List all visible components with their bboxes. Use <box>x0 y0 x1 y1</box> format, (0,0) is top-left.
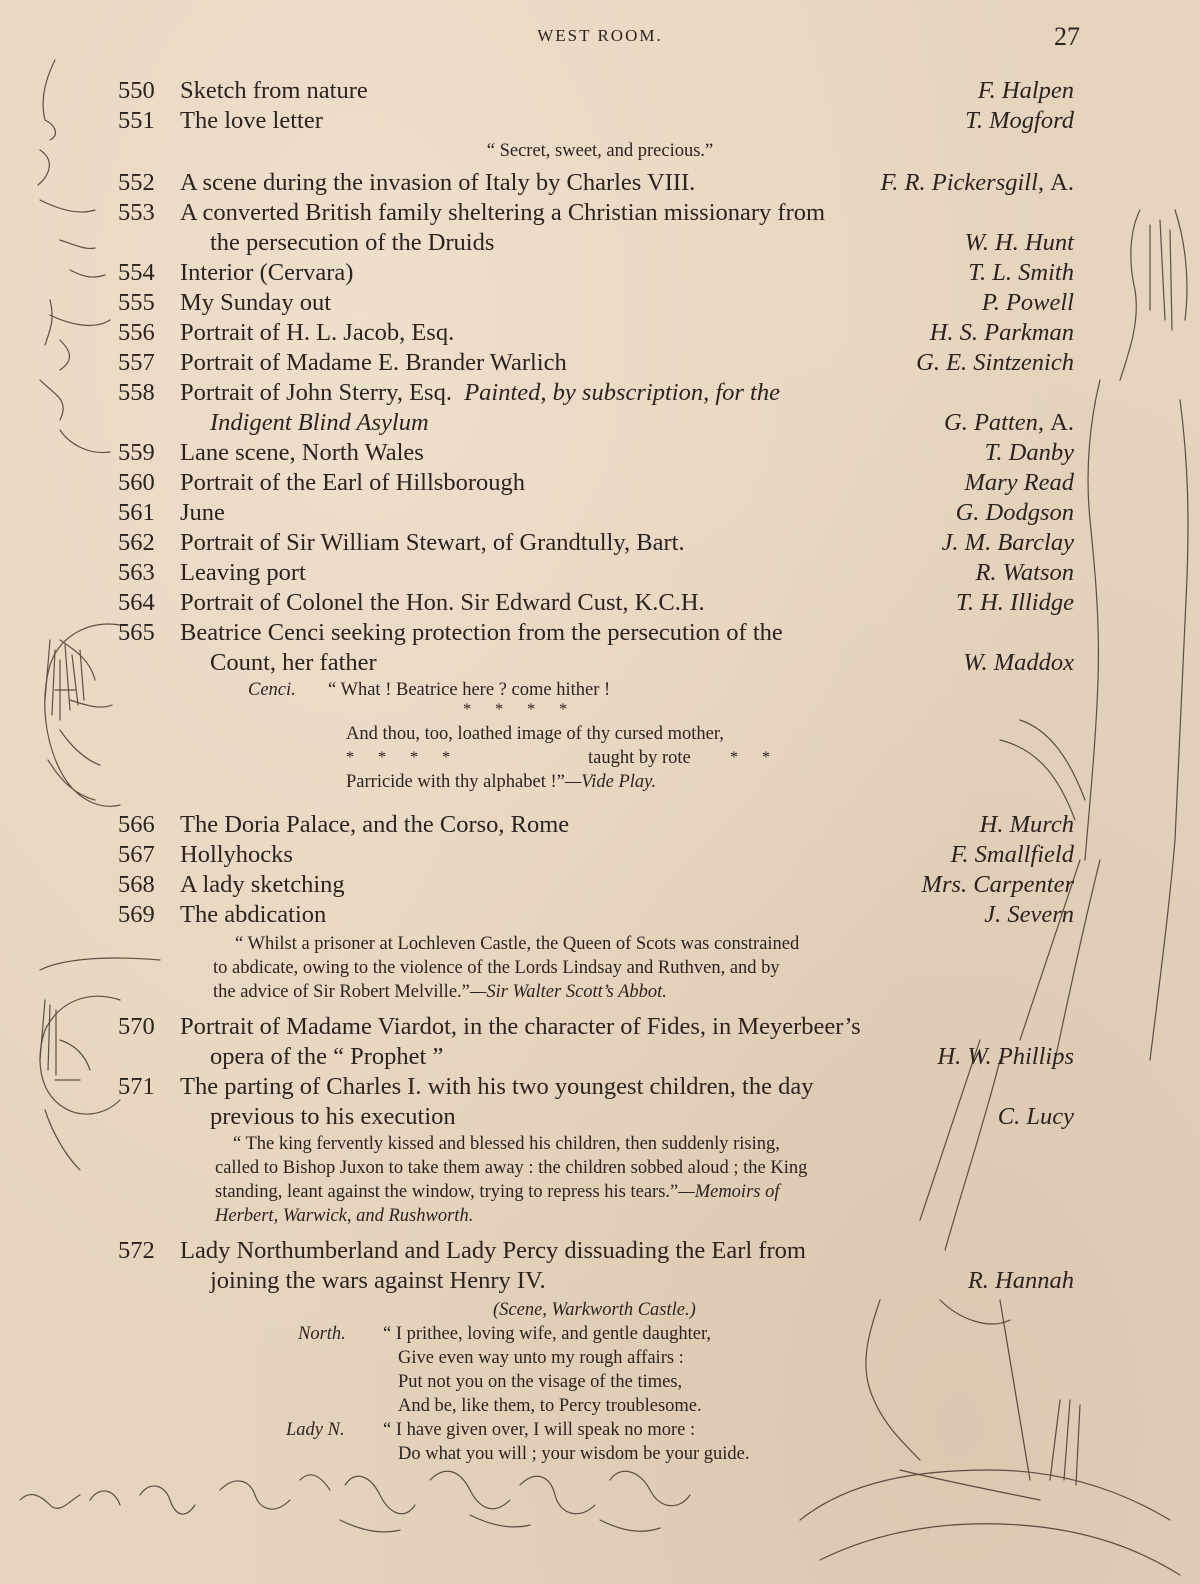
entry-number: 571 <box>118 1073 155 1100</box>
entry-number: 554 <box>118 259 155 286</box>
verse-line: “ I have given over, I will speak no more : <box>383 1420 696 1440</box>
entry-artist: W. H. Hunt <box>964 229 1074 256</box>
entry-title: A scene during the invasion of Italy by Charles VIII. <box>180 169 696 196</box>
entry-artist: H. Murch <box>979 811 1074 838</box>
entry-title: Hollyhocks <box>180 841 293 868</box>
entry-number: 551 <box>118 107 155 134</box>
entry-number: 553 <box>118 199 155 226</box>
verse-line: Do what you will ; your wisdom be your guide. <box>398 1444 750 1464</box>
entry-title-continued: Indigent Blind Asylum <box>210 409 429 436</box>
entry-artist: H. W. Phillips <box>937 1043 1074 1070</box>
catalogue-entry <box>118 288 1074 318</box>
verse-speaker: North. <box>298 1324 346 1344</box>
entry-number: 566 <box>118 811 155 838</box>
entry-number: 560 <box>118 469 155 496</box>
quote-line: taught by rote <box>588 748 691 768</box>
entry-artist: C. Lucy <box>997 1103 1074 1130</box>
entry-artist: J. M. Barclay <box>941 529 1074 556</box>
catalogue-entry <box>118 1072 1074 1236</box>
verse-line: Give even way unto my rough affairs : <box>398 1348 684 1368</box>
entry-artist: F. R. Pickersgill, <box>880 169 1045 196</box>
entry-title: Portrait of Colonel the Hon. Sir Edward Cust, K.C.H. <box>180 589 705 616</box>
catalogue-entry <box>118 870 1074 900</box>
entry-number: 568 <box>118 871 155 898</box>
entry-number: 558 <box>118 379 155 406</box>
entry-title-continued: joining the wars against Henry IV. <box>210 1267 546 1294</box>
entry-title: A converted British family sheltering a Christian missionary from <box>180 199 826 226</box>
entry-number: 559 <box>118 439 155 466</box>
entry-artist: R. Hannah <box>967 1267 1074 1294</box>
quote-source: —Memoirs of <box>678 1182 780 1202</box>
catalogue-entry <box>118 168 1074 198</box>
catalogue-entry <box>118 438 1074 468</box>
quote-line: to abdicate, owing to the violence of the Lords Lindsay and Ruthven, and by <box>213 958 780 978</box>
entry-quote <box>118 678 1074 810</box>
entry-number: 565 <box>118 619 155 646</box>
quote-line: “ What ! Beatrice here ? come hither ! <box>328 680 611 700</box>
quote-line: standing, leant against the window, trying to repress his tears.” <box>215 1182 679 1202</box>
entry-title: The Doria Palace, and the Corso, Rome <box>180 811 570 838</box>
entry-number: 561 <box>118 499 155 526</box>
quote-source: —Vide Play. <box>564 772 656 792</box>
entry-title: Portrait of Madame Viardot, in the character of Fides, in Meyerbeer’s <box>180 1013 861 1040</box>
entry-number: 570 <box>118 1013 155 1040</box>
entry-title: Portrait of Madame E. Brander Warlich <box>180 349 567 376</box>
entry-title-note: Painted, by subscription, for the <box>464 379 780 406</box>
quote-line: “ Whilst a prisoner at Lochleven Castle, the Queen of Scots was constrained <box>235 934 800 954</box>
entry-title: June <box>180 499 225 526</box>
entry-artist: F. Halpen <box>977 77 1074 104</box>
entry-artist-suffix: A. <box>1050 169 1074 196</box>
catalogue-entry <box>118 618 1074 810</box>
quote-ellipsis-stars: * * * * <box>463 701 577 718</box>
entry-artist: Mary Read <box>964 469 1074 496</box>
entry-artist: G. Dodgson <box>955 499 1074 526</box>
catalogue-entry <box>118 1012 1074 1072</box>
catalogue-entry <box>118 558 1074 588</box>
entry-artist: H. S. Parkman <box>929 319 1074 346</box>
entry-title: Interior (Cervara) <box>180 259 354 286</box>
entry-artist: T. H. Illidge <box>956 589 1074 616</box>
entry-artist: F. Smallfield <box>950 841 1074 868</box>
catalogue-entry <box>118 348 1074 378</box>
entry-title: The parting of Charles I. with his two youngest children, the day <box>180 1073 814 1100</box>
catalogue-list <box>118 76 1074 1464</box>
quote-line: the advice of Sir Robert Melville.” <box>213 982 470 1002</box>
entry-title: Leaving port <box>180 559 306 586</box>
verse-line: Put not you on the visage of the times, <box>398 1372 683 1392</box>
entry-number: 555 <box>118 289 155 316</box>
entry-quote <box>118 930 1074 1012</box>
catalogue-entry <box>118 468 1074 498</box>
catalogue-entry <box>118 378 1074 438</box>
catalogue-entry <box>118 588 1074 618</box>
entry-artist: W. Maddox <box>963 649 1074 676</box>
entry-number: 569 <box>118 901 155 928</box>
catalogue-entry <box>118 76 1074 106</box>
quote-line: And thou, too, loathed image of thy cursed mother, <box>346 724 724 744</box>
catalogue-entry <box>118 498 1074 528</box>
entry-title: Portrait of Sir William Stewart, of Grandtully, Bart. <box>180 529 685 556</box>
entry-artist: J. Severn <box>984 901 1074 928</box>
entry-number: 562 <box>118 529 155 556</box>
verse-speaker: Lady N. <box>286 1420 345 1440</box>
entry-artist: R. Watson <box>975 559 1074 586</box>
entry-artist-suffix: A. <box>1050 409 1074 436</box>
catalogue-entry <box>118 106 1074 168</box>
catalogue-entry <box>118 810 1074 840</box>
entry-number: 556 <box>118 319 155 346</box>
entry-artist: G. E. Sintzenich <box>916 349 1074 376</box>
quote-ellipsis-stars: * * * * <box>346 749 460 766</box>
entry-artist: T. L. Smith <box>968 259 1074 286</box>
quote-line: called to Bishop Juxon to take them away : the children sobbed aloud ; the King <box>215 1158 808 1178</box>
catalogue-entry <box>118 318 1074 348</box>
quote-source: —Sir Walter Scott’s Abbot. <box>469 982 667 1002</box>
entry-number: 552 <box>118 169 155 196</box>
entry-title: A lady sketching <box>180 871 345 898</box>
entry-title: Lady Northumberland and Lady Percy dissuading the Earl from <box>180 1237 806 1264</box>
entry-title-continued: the persecution of the Druids <box>210 229 495 256</box>
entry-artist: P. Powell <box>981 289 1074 316</box>
catalogue-entry <box>118 1236 1074 1464</box>
entry-title-continued: opera of the “ Prophet ” <box>210 1043 444 1070</box>
entry-title: The abdication <box>180 901 327 928</box>
entry-quote: “ Secret, sweet, and precious.” <box>486 141 714 161</box>
verse-line: “ I prithee, loving wife, and gentle daughter, <box>383 1324 712 1344</box>
verse-line: And be, like them, to Percy troublesome. <box>398 1396 702 1416</box>
entry-artist: G. Patten, <box>944 409 1045 436</box>
entry-quote <box>118 1132 1074 1236</box>
entry-number: 557 <box>118 349 155 376</box>
entry-artist: T. Mogford <box>965 107 1074 134</box>
entry-title-continued: previous to his execution <box>210 1103 456 1130</box>
scene-note: (Scene, Warkworth Castle.) <box>493 1300 696 1320</box>
entry-title: Portrait of John Sterry, Esq. <box>180 379 452 406</box>
quote-line: Parricide with thy alphabet !” <box>346 772 565 792</box>
entry-title: My Sunday out <box>180 289 332 316</box>
entry-number: 572 <box>118 1237 155 1264</box>
catalogue-entry <box>118 258 1074 288</box>
entry-artist: Mrs. Carpenter <box>921 871 1074 898</box>
running-head: WEST ROOM. <box>537 26 663 45</box>
catalogue-entry <box>118 840 1074 870</box>
catalogue-entry <box>118 900 1074 1012</box>
entry-artist: T. Danby <box>984 439 1074 466</box>
entry-title: Sketch from nature <box>180 77 368 104</box>
entry-title: Portrait of H. L. Jacob, Esq. <box>180 319 455 346</box>
entry-title-continued: Count, her father <box>210 649 377 676</box>
entry-title: Portrait of the Earl of Hillsborough <box>180 469 525 496</box>
entry-number: 550 <box>118 77 155 104</box>
quote-source: Herbert, Warwick, and Rushworth. <box>215 1206 474 1226</box>
entry-number: 563 <box>118 559 155 586</box>
entry-title: The love letter <box>180 107 323 134</box>
catalogue-entry <box>118 528 1074 558</box>
quote-line: “ The king fervently kissed and blessed his children, then suddenly rising, <box>233 1134 780 1154</box>
quote-speaker: Cenci. <box>248 680 296 700</box>
catalogue-entry <box>118 198 1074 258</box>
entry-number: 564 <box>118 589 155 616</box>
entry-number: 567 <box>118 841 155 868</box>
entry-verse <box>118 1296 1074 1464</box>
page-number: 27 <box>1054 22 1080 51</box>
quote-ellipsis-stars: * * <box>730 749 780 766</box>
entry-title: Beatrice Cenci seeking protection from the persecution of the <box>180 619 783 646</box>
entry-title: Lane scene, North Wales <box>180 439 424 466</box>
